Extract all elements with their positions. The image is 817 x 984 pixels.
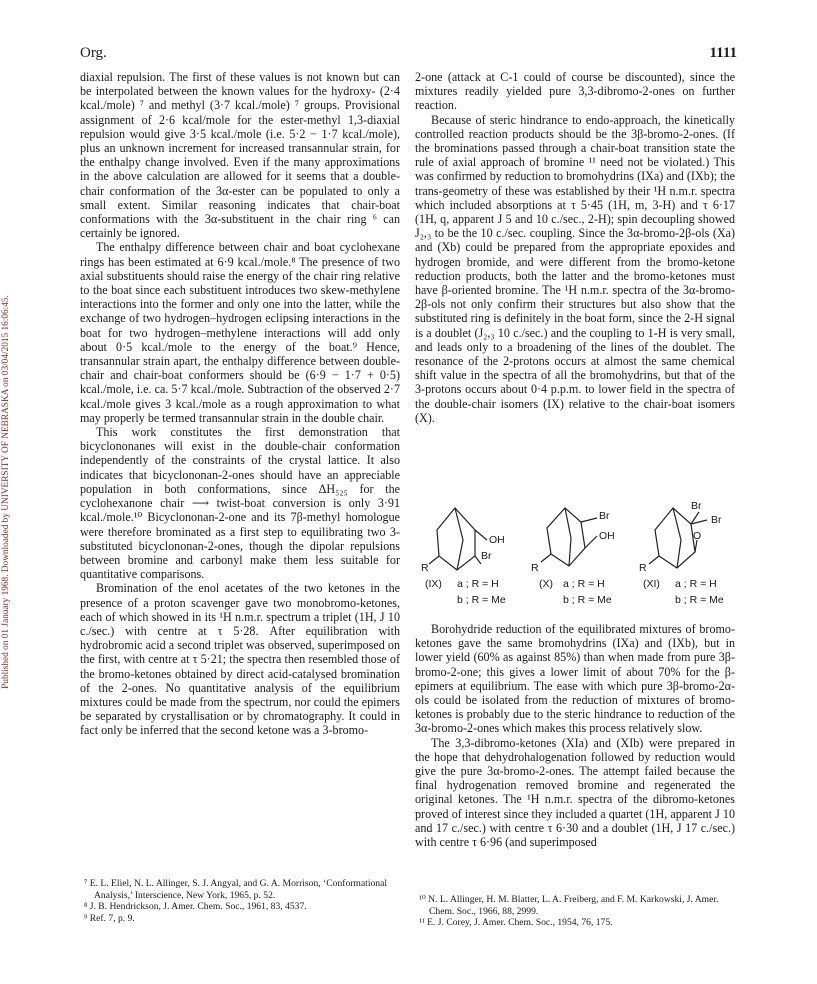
compound-label: (X) [539,578,553,590]
r-label: R [639,562,647,574]
left-footnotes [80,878,400,924]
compound-label: (IX) [425,578,442,590]
caption-a: a ; R = H [457,578,499,590]
caption-b: b ; R = Me [563,594,612,606]
paragraph: 2-one (attack at C-1 could of course be discounted), since the mixtures readily yielded pure 3,3-dibromo-2-ones on further reaction. [415,70,735,113]
paragraph: The enthalpy difference between chair and boat cyclohexane rings has been estimated at 6·9 kcal./mole.⁸ The presence of two axial substituents should raise the energy of the chair ring relative to the boat since each substituent introduces two skew-methylene interactions into the former and only one into the latter, while the exchange of two hydrogen–hydrogen eclipsing interactions in the boat for two hydrogen–methylene interactions will add only about 0·5 kcal./mole to the energy of the boat.⁹ Hence, transannular strain apart, the enthalpy difference between double-chair and chair-boat conformers should be (6·9 − 1·7 + 0·5) kcal./mole, i.e. ca. 5·7 kcal./mole. Subtraction of the observed 2·7 kcal./mole gives 3 kcal./mole as a rough approximation to what may properly be termed transannular strain in the double chair. [80,240,400,425]
left-column [80,70,400,738]
br-label: Br [711,514,722,526]
journal-section: Org. [80,45,107,61]
oh-label: OH [599,530,615,542]
right-footnotes [415,894,735,929]
page-number: 1111 [709,45,737,61]
compound-label: (XI) [643,578,660,590]
paragraph: Because of steric hindrance to endo-approach, the kinetically controlled reaction products should be the 3β-bromo-2-ones. (If the brominations passed through a chair-boat transition state the rule of axial approach of bromine ¹¹ need not be violated.) This was confirmed by reduction to bromohydrins (IXa) and (IXb); the trans-geometry of these was established by their ¹H n.m.r. spectra which included absorptions at τ 5·45 (1H, m, 3-H) and τ 6·17 (1H, q, apparent J 5 and 10 c./sec., 2-H); spin decoupling showed J₂,₃ to be the 10 c./sec. coupling. Since the 3α-bromo-2β-ols (Xa) and (Xb) could be prepared from the appropriate epoxides and hydrogen bromide, and were different from the bromo-ketone reduction products, both the latter and the bromo-ketones must have β-oriented bromine. The ¹H n.m.r. spectra of the 3α-bromo-2β-ols not only confirm their structures but also show that the substituted ring is definitely in the boat form, since the 2-H signal is a doublet (J₂,₃ 10 c./sec.) and the coupling to 1-H is very small, and leads only to a broadening of the lines of the doublet. The resonance of the 2-protons occurs at almost the same chemical shift value in the spectra of all the bromohydrins, but that of the 3-protons occurs about 0·4 p.p.m. to lower field in the spectra of the double-chair isomers (IX) relative to the chair-boat isomers (X). [415,112,735,425]
right-column-continued [415,622,735,849]
caption-a: a ; R = H [563,578,605,590]
footnote: ⁷ E. L. Eliel, N. L. Allinger, S. J. Angyal, and G. A. Morrison, ‘Conformational Analysis,’ Interscience, New York, 1965, p. 52. [84,878,387,901]
paragraph: The 3,3-dibromo-ketones (XIa) and (XIb) were prepared in the hope that dehydrohalogenation followed by reduction would give the pure 3α-bromo-2-ones. The attempt failed because the final hydrogenation removed bromine and regenerated the original ketones. The ¹H n.m.r. spectra of the dibromo-ketones proved of interest since they included a quartet (1H, apparent J 10 and 17 c./sec.) with centre τ 6·30 and a doublet (1H, J 17 c./sec.) with centre τ 6·96 (and superimposed [415,735,735,850]
footnote: ¹¹ E. J. Corey, J. Amer. Chem. Soc., 1954, 76, 175. [419,917,613,928]
paragraph: diaxial repulsion. The first of these values is not known but can be interpolated between the known values for the hydroxy- (2·4 kcal./mole) ⁷ and methyl (3·7 kcal./mole) ⁷ groups. Provisional assignment of 2·6 kcal/mole for the ester-methyl 1,3-diaxial repulsion would give 3·5 kcal./mole (i.e. 5·2 − 1·7 kcal./mole), plus an unknown increment for increased transannular strain, for the enthalpy change involved. Even if the many approximations in the above calculation are allowed for it seems that a double-chair conformation of the 3α-ester can be populated to only a small extent. Similar reasoning indicates that chair-boat conformations with the 3α-substituent in the chair ring ⁶ can certainly be ignored. [80,70,400,241]
footnote: ⁸ J. B. Hendrickson, J. Amer. Chem. Soc., 1961, 83, 4537. [84,901,307,912]
structure-figure [415,500,745,618]
br-label: Br [481,550,492,562]
footnote: ⁹ Ref. 7, p. 9. [84,912,135,924]
right-column [415,70,735,425]
caption-a: a ; R = H [675,578,717,590]
paragraph: Borohydride reduction of the equilibrated mixtures of bromo-ketones gave the same bromohydrins (IXa) and (IXb), but in lower yield (60% as against 85%) than when made from pure 3β-bromo-2-one; this gives a lower limit of about 70% for the β-epimers at equilibrium. The ease with which pure 3β-bromo-2α-ols could be isolated from the reduction of mixtures of bromo-ketones is probably due to the steric hindrance to reduction of the 3α-bromo-2-ones which makes this process relatively slow. [415,622,735,736]
download-watermark [0,0,20,984]
br-label: Br [599,510,610,522]
footnote: ¹⁰ N. L. Allinger, H. M. Blatter, L. A. Freiberg, and F. M. Karkowski, J. Amer. Chem. Soc., 1966, 88, 2999. [419,894,719,917]
br-label: Br [691,500,702,512]
o-label: O [693,530,702,542]
caption-b: b ; R = Me [457,594,506,606]
r-label: R [421,562,429,574]
caption-b: b ; R = Me [675,594,724,606]
r-label: R [531,562,539,574]
download-notice: Published on 01 January 1968. Downloaded by UNIVERSITY OF NEBRASKA on 03/04/2015 16:06:45. [1,295,11,689]
paragraph: Bromination of the enol acetates of the two ketones in the presence of a proton scavenger gave two monobromo-ketones, each of which showed in its ¹H n.m.r. spectrum a triplet (1H, J 10 c./sec.) with centre at τ 5·28. After equilibration with hydrobromic acid a second triplet was observed, superimposed on the first, with centre at τ 5·21; the spectra then resembled those of the bromo-ketones obtained by direct acid-catalysed bromination of the 2-ones. No quantitative analysis of the equilibrium mixtures could be made from the spectrum, nor could the epimers be separated by crystallisation or by chromatography. It could in fact only be inferred that the second ketone was a 3-bromo- [80,581,400,738]
oh-label: OH [489,534,505,546]
paragraph: This work constitutes the first demonstration that bicyclononanes will exist in the double-chair conformation independently of the constraints of the crystal lattice. It also indicates that bicyclononan-2-ones should have an appreciable population in both conformations, since ΔH₅₂₅ for the cyclohexanone chair ⟶ twist-boat conversion is only 3·91 kcal./mole.¹⁰ Bicyclononan-2-one and its 7β-methyl homologue were therefore brominated as a first step to equilibrating two 3-substituted bicyclononan-2-ones, though the dipolar repulsions between bromine and carbonyl make them less suitable for quantitative comparisons. [80,425,400,582]
